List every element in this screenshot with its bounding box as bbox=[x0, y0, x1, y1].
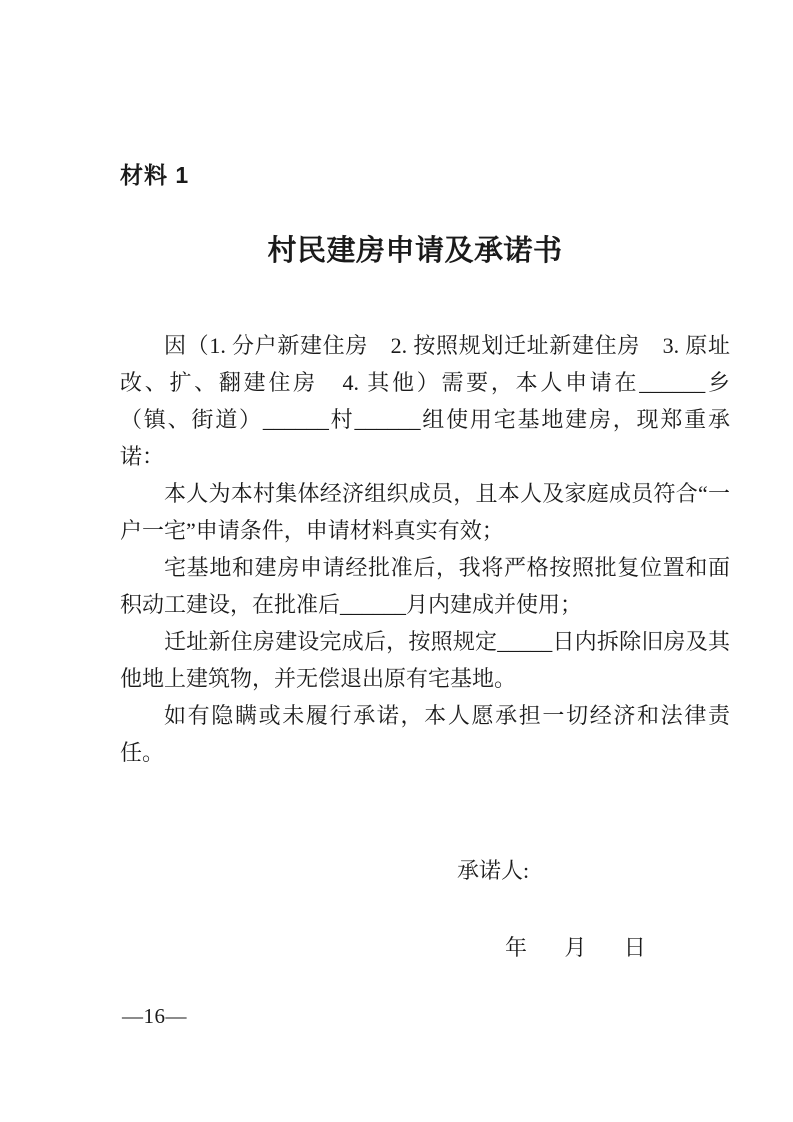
signature-block bbox=[120, 860, 730, 959]
signer-label: 承诺人: bbox=[457, 858, 530, 883]
date-label: 年 月 日 bbox=[505, 935, 654, 960]
document-title: 村民建房申请及承诺书 bbox=[267, 235, 563, 267]
document-body bbox=[120, 327, 730, 771]
page-number: —16— bbox=[122, 1004, 187, 1028]
paragraph-demolition-commitment: 迁址新住房建设完成后，按照规定_____日内拆除旧房及其他地上建筑物，并无偿退出原有宅基地。 bbox=[120, 629, 730, 691]
material-label: 材料 1 bbox=[120, 162, 190, 188]
paragraph-liability-commitment: 如有隐瞒或未履行承诺，本人愿承担一切经济和法律责任。 bbox=[120, 703, 730, 765]
paragraph-application-reason: 因（1. 分户新建住房 2. 按照规划迁址新建住房 3. 原址改、扩、翻建住房 4. 其他）需要，本人申请在______乡（镇、街道）______村______组使用宅基地建房，现郑重承诺： bbox=[120, 333, 730, 469]
paragraph-construction-commitment: 宅基地和建房申请经批准后，我将严格按照批复位置和面积动工建设，在批准后______月内建成并使用； bbox=[120, 555, 730, 617]
paragraph-membership-commitment: 本人为本村集体经济组织成员，且本人及家庭成员符合“一户一宅”申请条件，申请材料真实有效； bbox=[120, 481, 730, 543]
